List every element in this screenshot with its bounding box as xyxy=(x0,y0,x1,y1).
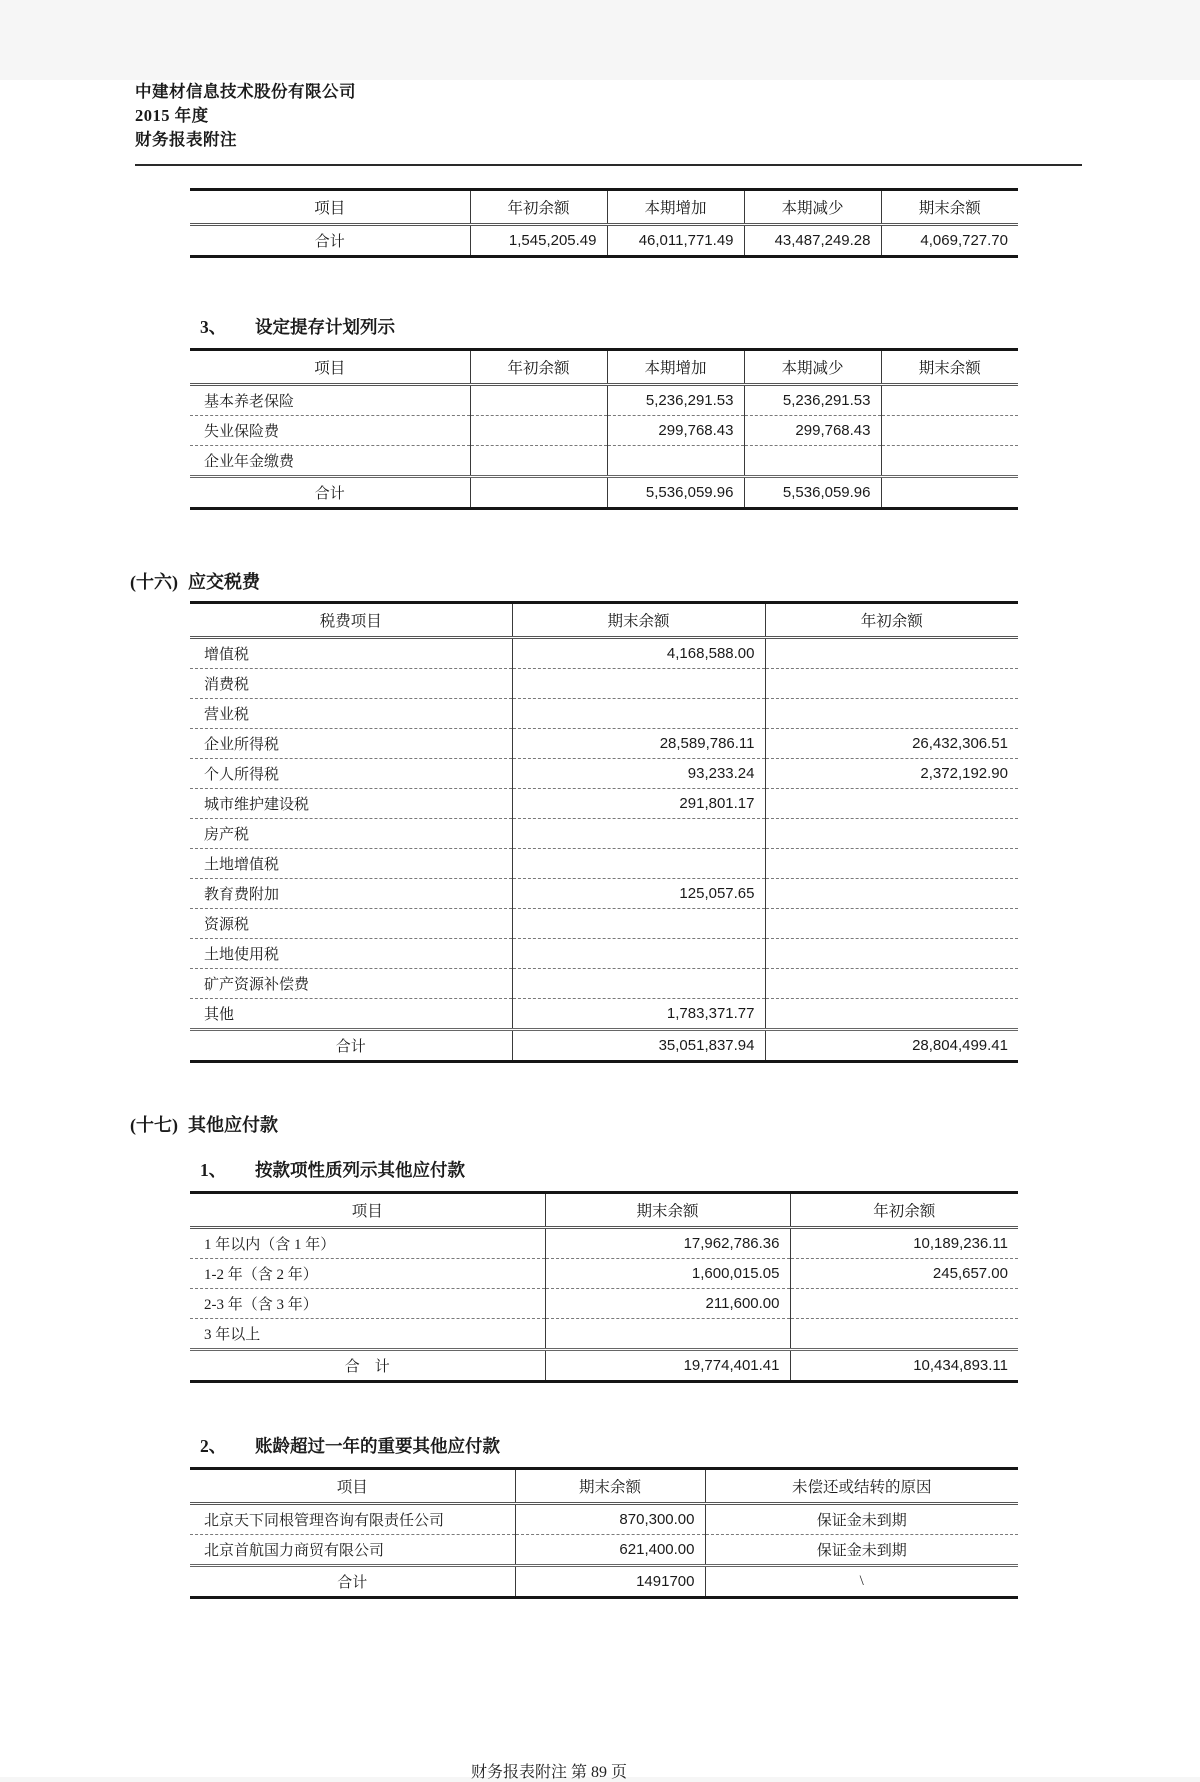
table-cell xyxy=(881,384,1018,415)
table-cell: 299,768.43 xyxy=(744,415,881,445)
table-cell: 矿产资源补偿费 xyxy=(190,968,512,998)
table-header-row xyxy=(190,349,1018,384)
other-payables-by-nature-table xyxy=(190,1191,1018,1383)
table-cell: 合计 xyxy=(190,476,470,508)
column-header: 本期增加 xyxy=(607,349,744,384)
table-cell xyxy=(512,968,765,998)
table-cell: 3 年以上 xyxy=(190,1318,545,1349)
table-row xyxy=(190,1318,1018,1349)
table-row xyxy=(190,415,1018,445)
table-cell: 北京首航国力商贸有限公司 xyxy=(190,1534,515,1565)
fiscal-year: 2015 年度 xyxy=(135,105,209,125)
section-title: 应交税费 xyxy=(188,571,260,592)
table-row xyxy=(190,1534,1018,1565)
defined-contribution-table xyxy=(190,348,1018,510)
table-row xyxy=(190,668,1018,698)
table-row xyxy=(190,224,1018,256)
table-cell: 合计 xyxy=(190,224,470,256)
column-header: 期末余额 xyxy=(545,1192,790,1227)
table-cell xyxy=(881,445,1018,476)
table-cell: 10,189,236.11 xyxy=(790,1227,1018,1258)
table-cell: 土地增值税 xyxy=(190,848,512,878)
table-cell: 城市维护建设税 xyxy=(190,788,512,818)
table-row xyxy=(190,1565,1018,1597)
table-cell: 43,487,249.28 xyxy=(744,224,881,256)
table-cell: 35,051,837.94 xyxy=(512,1029,765,1061)
table-cell xyxy=(765,668,1018,698)
table-cell: 合计 xyxy=(190,1565,515,1597)
table-cell: 4,069,727.70 xyxy=(881,224,1018,256)
page-footer: 财务报表附注 第 89 页 xyxy=(470,1763,627,1781)
document-page xyxy=(0,80,1200,1781)
table-cell xyxy=(765,938,1018,968)
table-row xyxy=(190,758,1018,788)
table-cell xyxy=(790,1288,1018,1318)
table-cell xyxy=(470,384,607,415)
continuation-summary-table xyxy=(190,188,1018,258)
table-row xyxy=(190,908,1018,938)
document-header xyxy=(135,80,1082,166)
table-cell: 4,168,588.00 xyxy=(512,637,765,668)
table-cell: 消费税 xyxy=(190,668,512,698)
table-cell: 1-2 年（含 2 年） xyxy=(190,1258,545,1288)
table-cell xyxy=(881,415,1018,445)
column-header: 项目 xyxy=(190,189,470,224)
table-cell: 基本养老保险 xyxy=(204,393,295,410)
table-row xyxy=(190,698,1018,728)
table-cell: \ xyxy=(705,1565,1018,1597)
column-header: 项目 xyxy=(190,349,470,384)
table-cell xyxy=(607,445,744,476)
table-cell xyxy=(765,998,1018,1029)
table-cell: 1491700 xyxy=(515,1565,705,1597)
table-cell xyxy=(512,668,765,698)
table-cell: 28,589,786.11 xyxy=(512,728,765,758)
table-cell: 10,434,893.11 xyxy=(790,1349,1018,1381)
table-cell: 房产税 xyxy=(190,818,512,848)
column-header: 本期减少 xyxy=(744,189,881,224)
table-cell: 870,300.00 xyxy=(515,1503,705,1534)
table-cell: 个人所得税 xyxy=(190,758,512,788)
table-cell: 5,536,059.96 xyxy=(607,476,744,508)
table-cell xyxy=(470,445,607,476)
table-cell xyxy=(765,878,1018,908)
subsection-heading-aged-over-one-year xyxy=(200,1433,1200,1458)
section-number: (十六) xyxy=(130,571,178,592)
table-cell: 企业年金缴费 xyxy=(190,445,470,476)
table-row xyxy=(190,1227,1018,1258)
table-cell: 资源税 xyxy=(190,908,512,938)
table-cell: 291,801.17 xyxy=(512,788,765,818)
subsection-title: 按款项性质列示其他应付款 xyxy=(255,1159,465,1180)
table-row xyxy=(190,476,1018,508)
table-cell: 125,057.65 xyxy=(512,878,765,908)
table-cell xyxy=(790,1318,1018,1349)
table-row xyxy=(190,968,1018,998)
table-cell xyxy=(765,848,1018,878)
subsection-number: 2、 xyxy=(200,1435,227,1456)
company-name: 中建材信息技术股份有限公司 xyxy=(135,82,356,101)
subsection-title: 账龄超过一年的重要其他应付款 xyxy=(255,1435,500,1456)
table-cell xyxy=(512,908,765,938)
table-cell xyxy=(881,476,1018,508)
column-header: 本期减少 xyxy=(744,349,881,384)
table-cell xyxy=(765,908,1018,938)
section-number: (十七) xyxy=(130,1114,178,1135)
table-cell: 26,432,306.51 xyxy=(765,728,1018,758)
column-header: 期末余额 xyxy=(881,349,1018,384)
table-cell: 失业保险费 xyxy=(190,415,470,445)
aged-other-payables-table xyxy=(190,1467,1018,1599)
section-heading-defined-contribution xyxy=(200,314,1200,339)
table-row xyxy=(190,728,1018,758)
section-heading-other-payables xyxy=(130,1111,1200,1137)
section-number: 3、 xyxy=(200,316,227,337)
table-row xyxy=(190,1258,1018,1288)
table-cell xyxy=(512,698,765,728)
table-cell: 93,233.24 xyxy=(512,758,765,788)
table-cell: 北京天下同根管理咨询有限责任公司 xyxy=(204,1512,445,1529)
table-cell: 19,774,401.41 xyxy=(545,1349,790,1381)
table-cell: 教育费附加 xyxy=(190,878,512,908)
table-cell xyxy=(765,637,1018,668)
table-cell xyxy=(765,698,1018,728)
table-cell: 保证金未到期 xyxy=(705,1534,1018,1565)
section-title: 其他应付款 xyxy=(188,1114,278,1135)
table-cell xyxy=(545,1318,790,1349)
table-cell: 5,536,059.96 xyxy=(744,476,881,508)
subsection-heading-by-nature xyxy=(200,1157,1200,1182)
table-cell: 621,400.00 xyxy=(515,1534,705,1565)
section-title: 设定提存计划列示 xyxy=(255,316,395,337)
table-cell xyxy=(744,445,881,476)
table-cell: 增值税 xyxy=(204,646,250,663)
section-heading-taxes xyxy=(130,568,1200,594)
table-cell xyxy=(512,818,765,848)
column-header: 年初余额 xyxy=(470,349,607,384)
taxes-payable-table xyxy=(190,601,1018,1063)
column-header: 期末余额 xyxy=(512,602,765,637)
table-cell: 1 年以内（含 1 年） xyxy=(204,1236,336,1253)
table-cell xyxy=(765,818,1018,848)
table-cell xyxy=(470,415,607,445)
column-header: 年初余额 xyxy=(765,602,1018,637)
column-header: 期末余额 xyxy=(881,189,1018,224)
column-header: 期末余额 xyxy=(515,1468,705,1503)
table-cell: 土地使用税 xyxy=(190,938,512,968)
table-row xyxy=(190,637,1018,668)
table-cell: 1,600,015.05 xyxy=(545,1258,790,1288)
column-header: 年初余额 xyxy=(470,189,607,224)
table-cell: 211,600.00 xyxy=(545,1288,790,1318)
table-header-row xyxy=(190,1192,1018,1227)
document-title: 财务报表附注 xyxy=(135,129,237,149)
column-header: 税费项目 xyxy=(190,602,512,637)
table-row xyxy=(190,1503,1018,1534)
table-cell: 1,545,205.49 xyxy=(470,224,607,256)
table-row xyxy=(190,818,1018,848)
table-row xyxy=(190,445,1018,476)
column-header: 未偿还或结转的原因 xyxy=(705,1468,1018,1503)
table-row xyxy=(190,848,1018,878)
table-cell: 299,768.43 xyxy=(607,415,744,445)
table-row xyxy=(190,788,1018,818)
table-cell xyxy=(765,968,1018,998)
table-cell: 其他 xyxy=(190,998,512,1029)
table-row xyxy=(190,938,1018,968)
column-header: 项目 xyxy=(190,1468,515,1503)
table-cell: 28,804,499.41 xyxy=(765,1029,1018,1061)
table-cell: 2-3 年（含 3 年） xyxy=(190,1288,545,1318)
column-header: 项目 xyxy=(190,1192,545,1227)
table-cell: 5,236,291.53 xyxy=(607,384,744,415)
table-cell: 营业税 xyxy=(190,698,512,728)
table-cell: 合 计 xyxy=(190,1349,545,1381)
table-cell: 保证金未到期 xyxy=(705,1503,1018,1534)
table-cell: 5,236,291.53 xyxy=(744,384,881,415)
table-row xyxy=(190,384,1018,415)
table-header-row xyxy=(190,602,1018,637)
column-header: 年初余额 xyxy=(790,1192,1018,1227)
table-cell: 245,657.00 xyxy=(790,1258,1018,1288)
table-cell: 1,783,371.77 xyxy=(512,998,765,1029)
table-cell: 2,372,192.90 xyxy=(765,758,1018,788)
table-cell: 46,011,771.49 xyxy=(607,224,744,256)
table-cell xyxy=(765,788,1018,818)
table-row xyxy=(190,1288,1018,1318)
table-header-row xyxy=(190,1468,1018,1503)
table-cell: 企业所得税 xyxy=(190,728,512,758)
table-row xyxy=(190,1029,1018,1061)
table-cell xyxy=(512,938,765,968)
table-row xyxy=(190,878,1018,908)
column-header: 本期增加 xyxy=(607,189,744,224)
table-cell: 17,962,786.36 xyxy=(545,1227,790,1258)
table-row xyxy=(190,998,1018,1029)
table-cell: 合计 xyxy=(190,1029,512,1061)
table-cell xyxy=(470,476,607,508)
table-cell xyxy=(512,848,765,878)
table-row xyxy=(190,1349,1018,1381)
table-header-row xyxy=(190,189,1018,224)
subsection-number: 1、 xyxy=(200,1159,227,1180)
